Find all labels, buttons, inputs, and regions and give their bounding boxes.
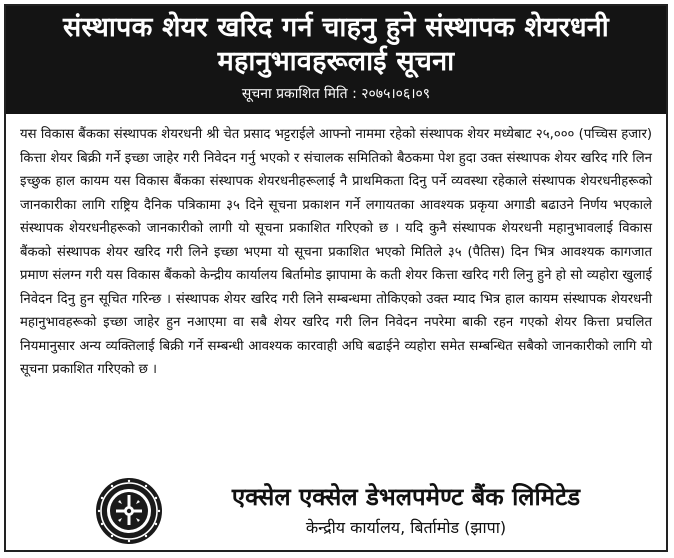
notice-title-line-2: महानुभावहरूलाई सूचना (217, 46, 455, 77)
notice-body: यस विकास बैंकका संस्थापक शेयरधनी श्री चेत प्रसाद भट्टराईले आफ्नो नाममा रहेको संस्थापक शेयर मध्येबाट २५,००० (पच्चिस हजार) कित्ता शेयर बिक्री गर्ने इच्छा जाहेर गरी निवेदन गर्नु भएको र संचालक समितिको बैठकमा पेश हुदा उक्त संस्थापक शेयर खरिद गरि लिन इच्छुक हाल कायम यस विकास बैंकका संस्थापक शेयरधनीहरूलाई नै प्राथमिकता दिनु पर्ने व्यवस्था रहेकाले संस्थापक शेयरधनीहरूको जानकारीका लागि राष्ट्रिय दैनिक पत्रिकामा ३५ दिने सूचना प्रकाशन गर्ने लगायतका आवश्यक प्रकृया अगाडी बढाउने निर्णय भएकाले संस्थापक शेयरधनीहरूको जानकारीको लागी यो सूचना प्रकाशित गरिएको छ । यदि कुनै संस्थापक शेयरधनी महानुभावलाई विकास बैंकको संस्थापक शेयर खरिद गरी लिने इच्छा भएमा यो सूचना प्रकाशित भएको मितिले ३५ (पैतिस) दिन भित्र आवश्यक कागजात प्रमाण संलग्न गरी यस विकास बैंकको केन्द्रीय कार्यालय बिर्तामोड झापामा के कती शेयर कित्ता खरिद गरी लिनु हुने हो सो व्यहोरा खुलाई निवेदन दिनु हुन सूचित गरिन्छ । संस्थापक शेयर खरिद गरी लिने सम्बन्धमा तोकिएको उक्त म्याद भित्र हाल कायम संस्थापक शेयरधनी महानुभावहरूको इच्छा जाहेर हुन नआएमा वा सबै शेयर खरिद गरी लिन निवेदन नपरेमा बाकी रहन गएको शेयर कित्ता प्रचलित नियमानुसार अन्य व्यक्तिलाई बिक्री गर्ने सम्बन्धी आवश्यक कारवाही अघि बढाईने व्यहोरा समेत सम्बन्धित सबैको जानकारीको लागि यो सूचना प्रकाशित गरिएको छ । (20, 127, 652, 377)
bank-office-address: केन्द्रीय कार्यालय, बिर्तामोड (झापा) (305, 518, 507, 537)
notice-title-line-1: संस्थापक शेयर खरिद गर्न चाहनु हुने संस्थापक शेयरधनी (62, 12, 609, 43)
bank-seal-logo-icon (94, 476, 164, 546)
published-date: सूचना प्रकाशित मिति : २०७५।०६।०९ (241, 86, 431, 102)
notice-footer (6, 476, 666, 550)
bank-name: एक्सेल एक्सेल डेभलपमेण्ट बैंक लिमिटेड (231, 483, 581, 511)
notice-advertisement (4, 4, 668, 552)
notice-header (6, 6, 666, 114)
